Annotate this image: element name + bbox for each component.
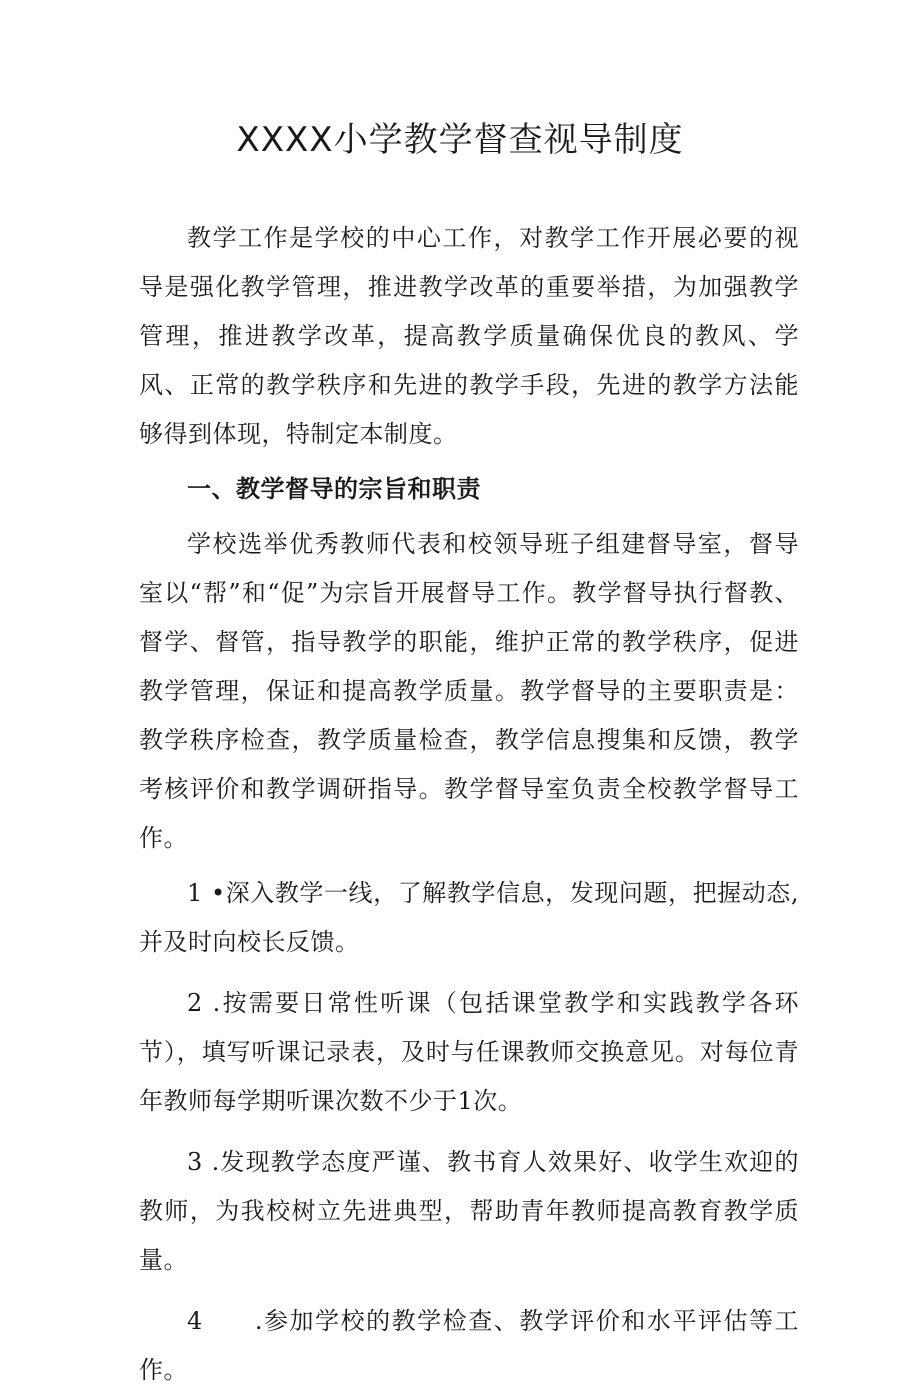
section-paragraph: 学校选举优秀教师代表和校领导班子组建督导室，督导室以“帮”和“促”为宗旨开展督导工作。教学督导执行督教、督学、督管，指导教学的职能，维护正常的教学秩序，促进教学管理，保证和提高教学质量。教学督导的主要职责是：教学秩序检查，教学质量检查，教学信息搜集和反馈，教学考核评价和教学调研指导。教学督导室负责全校教学督导工作。 [139,530,799,852]
intro-paragraph: 教学工作是学校的中心工作，对教学工作开展必要的视导是强化教学管理，推进教学改革的重要举措，为加强教学管理，推进教学改革，提高教学质量确保优良的教风、学风、正常的教学秩序和先进的教学手段，先进的教学方法能够得到体现，特制定本制度。 [139,224,799,448]
document-title: XXXX小学教学督查视导制度 [236,120,684,160]
list-item-3: 3 .发现教学态度严谨、教书育人效果好、收学生欢迎的教师，为我校树立先进典型，帮助青年教师提高教育教学质量。 [139,1148,799,1274]
list-item-4: 4 .参加学校的教学检查、教学评价和水平评估等工作。 [139,1307,799,1384]
list-item-2: 2 .按需要日常性听课（包括课堂教学和实践教学各环节），填写听课记录表，及时与任课教师交换意见。对每位青年教师每学期听课次数不少于1次。 [139,989,799,1115]
document-body [139,214,799,1395]
list-item-1: 1 •深入教学一线，了解教学信息，发现问题，把握动态,并及时向校长反馈。 [139,879,799,956]
section-heading: 一、教学督导的宗旨和职责 [187,475,481,503]
